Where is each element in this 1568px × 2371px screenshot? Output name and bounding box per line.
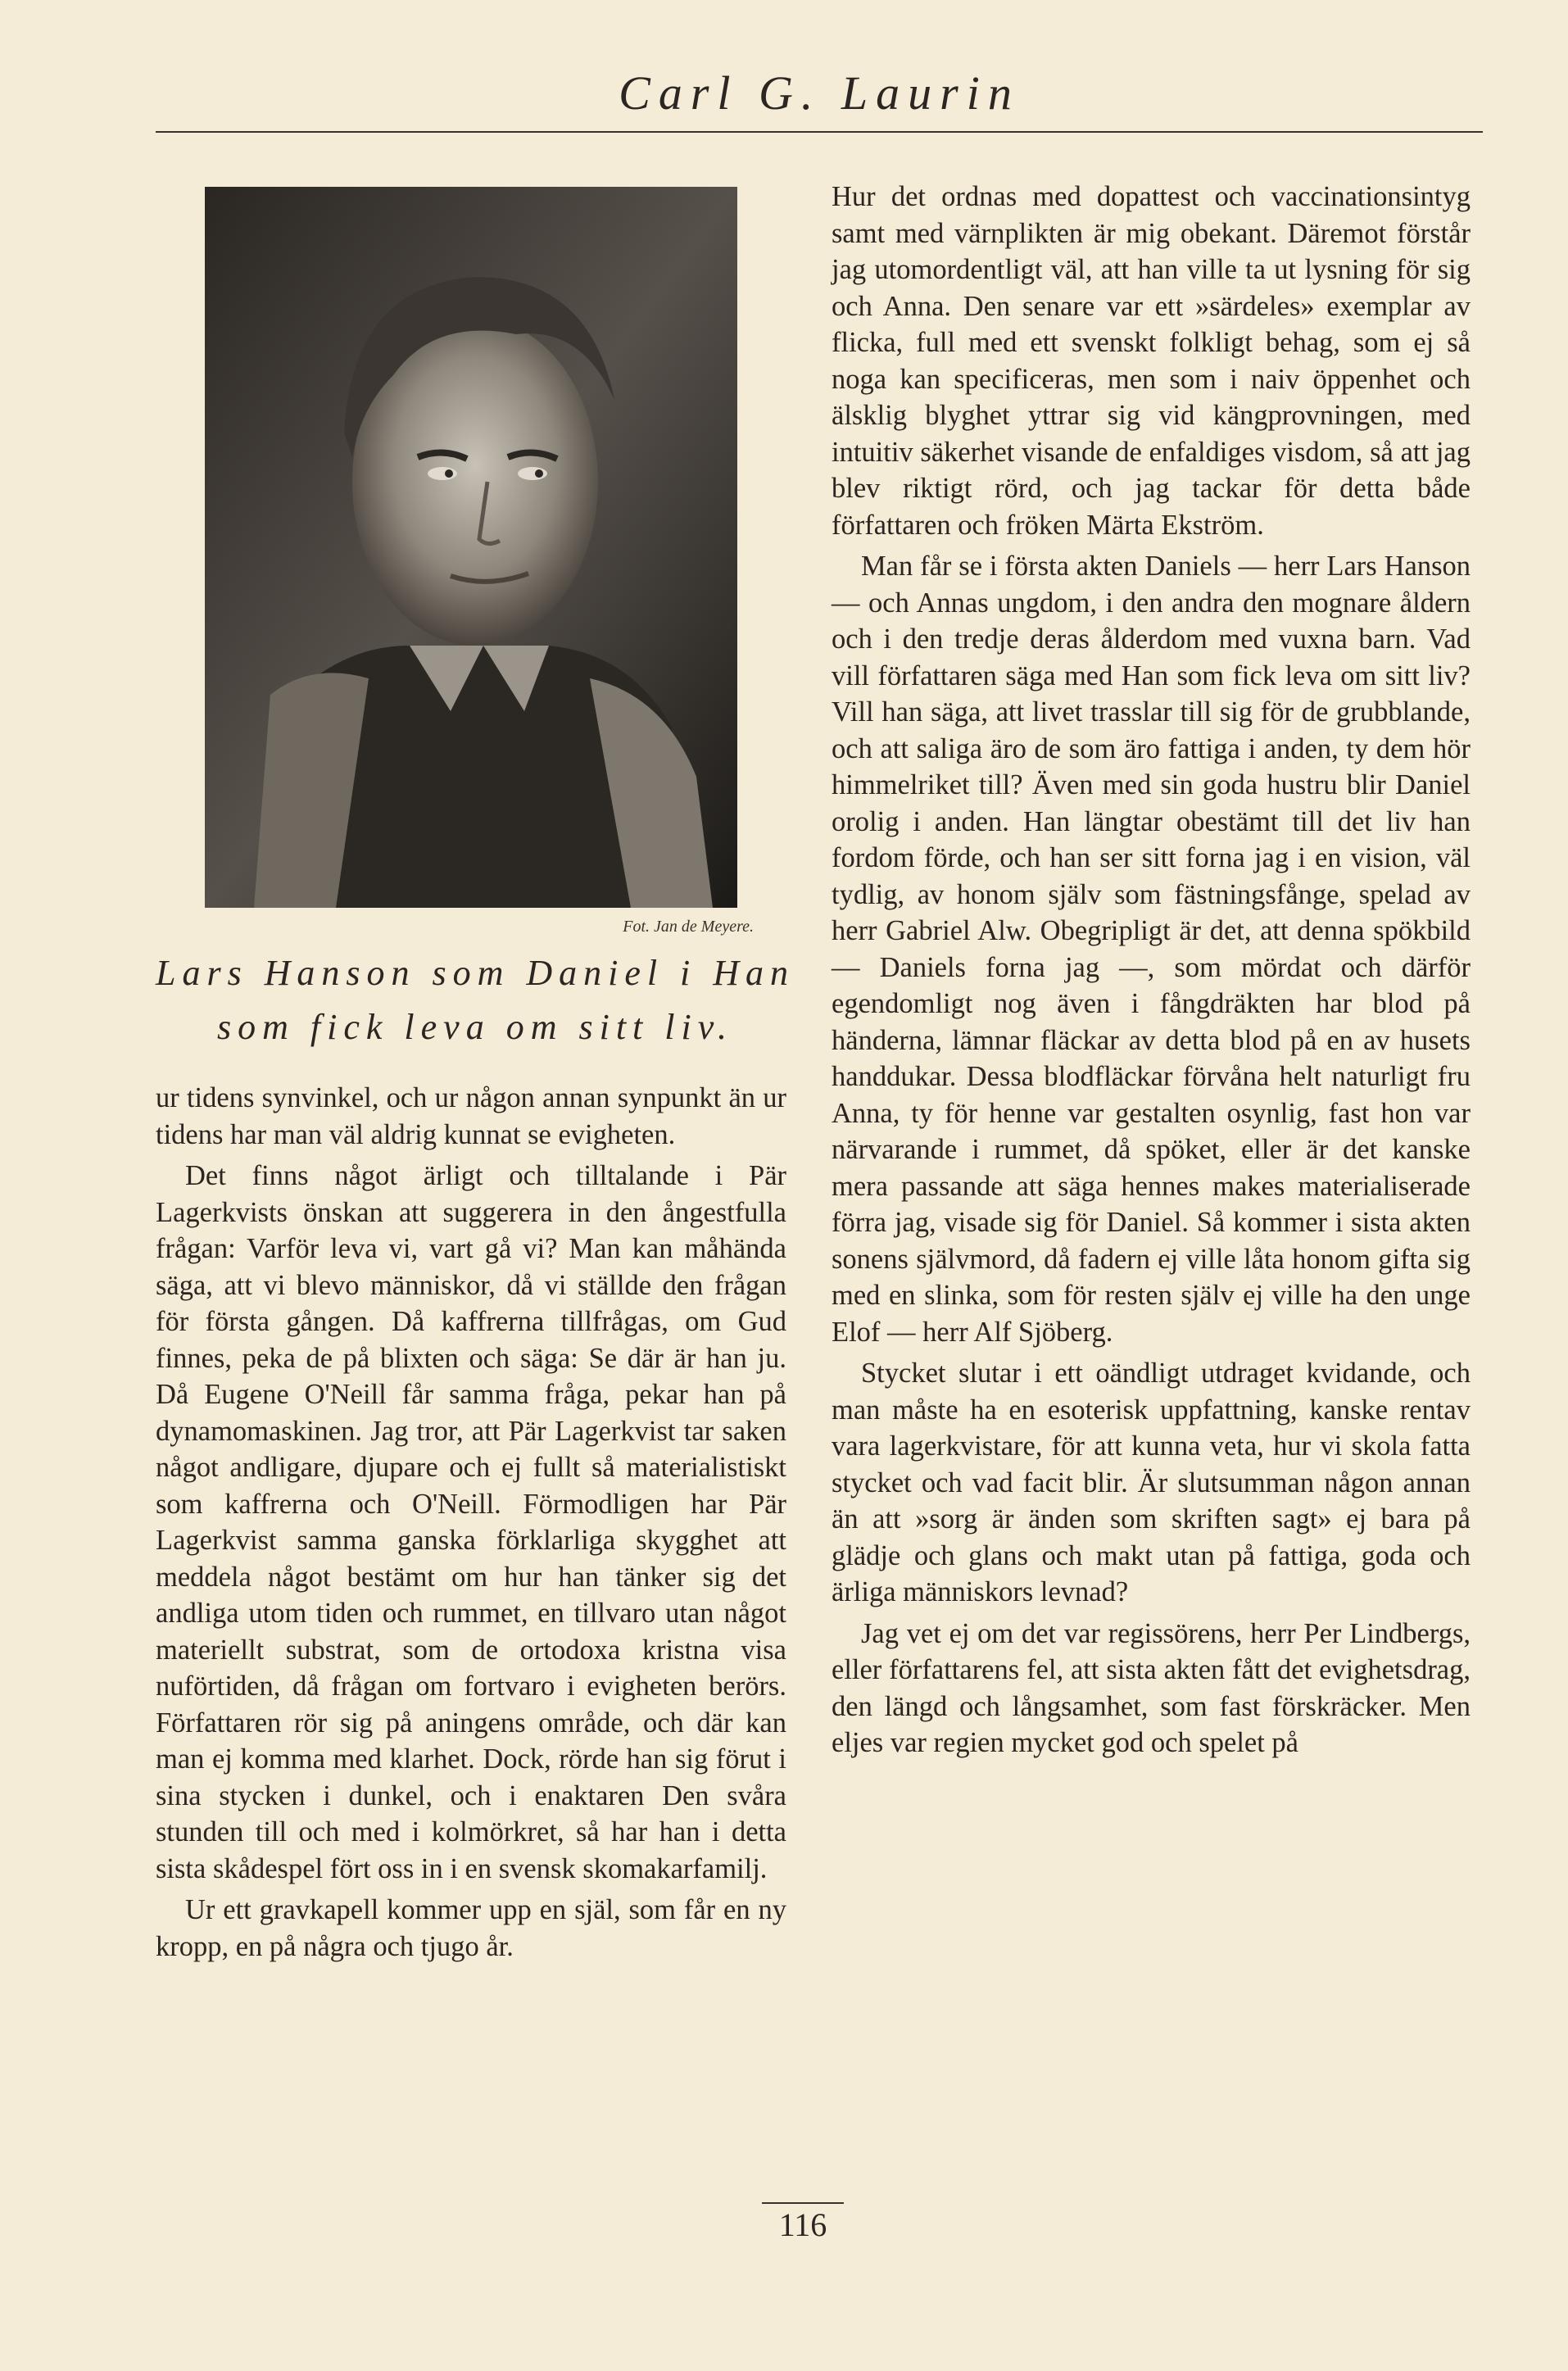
right-column	[832, 179, 1471, 1766]
paragraph: Stycket slutar i ett oändligt utdraget kvidande, och man måste ha en esoterisk uppfattning, kanske rentav vara lagerkvistare, för att kunna veta, hur vi skola fatta stycket och vad facit blir. Är slutsumman någon annan än att »sorg är änden som skriften sagt» ej bara på glädje och glans och makt utan på fattiga, goda och ärliga människors levnad?	[832, 1358, 1471, 1607]
footer-rule	[762, 2202, 844, 2204]
paragraph: Ur ett gravkapell kommer upp en själ, som får en ny kropp, en på några och tjugo år.	[156, 1894, 786, 1962]
paragraph: Det finns något ärligt och tilltalande i Pär Lagerkvists önskan att suggerera in den ångestfulla frågan: Varför leva vi, vart gå vi? Man kan måhända säga, att vi blevo människor, då vi ställde den frågan för första gången. Då kaffrerna tillfrågas, om Gud finnes, peka de på blixten och säga: Se där är han ju. Då Eugene O'Neill får samma fråga, pekar han på dynamomaskinen. Jag tror, att Pär Lagerkvist tar saken något andligare, djupare och ej fullt så materialistiskt som kaffrerna och O'Neill. Förmodligen har Pär Lagerkvist samma ganska förklarliga skygghet att meddela något bestämt om hur han tänker sig det andliga utom tiden och rummet, en tillvaro utan något materiellt substrat, som de ortodoxa kristna visa nuförtiden, då frågan om fortvaro i evigheten berörs. Författaren rör sig på aningens område, och där kan man ej komma med klarhet. Dock, rörde han sig förut i sina stycken i dunkel, och i enaktaren Den svåra stunden till och med i kolmörkret, så har han i detta sista skådespel fört oss in i en svensk skomakarfamilj.	[156, 1160, 786, 1884]
running-header: Carl G. Laurin	[619, 66, 1020, 120]
paragraph: Jag vet ej om det var regissörens, herr Per Lindbergs, eller författarens fel, att sista akten fått det evighetsdrag, den längd och långsamhet, som fast förskräcker. Men eljes var regien mycket god och spelet på	[832, 1617, 1471, 1758]
portrait-illustration	[205, 187, 737, 908]
page-number: 116	[778, 2206, 827, 2243]
paragraph: Man får se i första akten Daniels — herr Lars Hanson — och Annas ungdom, i den andra den mognare åldern och i den tredje deras ålderdom med vuxna barn. Vad vill författaren säga med Han som fick leva om sitt liv? Vill han säga, att livet trasslar till sig för de grubblande, och att saliga äro de som äro fattiga i anden, ty dem hör himmelriket till? Även med sin goda hustru blir Daniel orolig i anden. Han längtar obestämt till det liv han fordom förde, och han ser sitt forna jag i en vision, väl tydlig, av honom själv som fästningsfånge, spelad av herr Gabriel Alw. Obegripligt är det, att denna spökbild — Daniels forna jag —, som mördat och därför egendomligt nog även i fångdräkten har blod på händerna, lämnar fläckar av detta blod på en av husets handdukar. Dessa blodfläckar förvåna helt naturligt fru Anna, ty för henne var gestalten osynlig, fast hon var närvarande i rummet, då spöket, eller är det kanske mera passande att säga hennes makes materialiserade förra jag, visade sig för Daniel. Så kommer i sista akten sonens självmord, då fadern ej ville låta honom gifta sig med en slinka, som för resten själv ej ville ha den unge Elof — herr Alf Sjöberg.	[832, 551, 1471, 1348]
figure-caption: Lars Hanson som Daniel i Han som fick leva om sitt liv.	[156, 953, 795, 1047]
paragraph: Hur det ordnas med dopattest och vaccinationsintyg samt med värnplikten är mig obekant. Däremot förstår jag utomordentligt väl, att han ville ta ut lysning för sig och Anna. Den senare var ett »särdeles» exemplar av flicka, full med ett svenskt folkligt behag, som ej så noga kan specificeras, men som i naiv öppenhet och älsklig blyghet yttrar sig vid kängprovningen, med intuitiv säkerhet visande de enfaldiges visdom, så att jag blev riktigt rörd, och jag tackar för detta både författaren och fröken Märta Ekström.	[832, 181, 1471, 541]
header-rule	[156, 131, 1483, 133]
paragraph: ur tidens synvinkel, och ur någon annan synpunkt än ur tidens har man väl aldrig kunnat se evigheten.	[156, 1082, 786, 1150]
left-column	[156, 1080, 786, 1970]
portrait-photo	[205, 187, 737, 908]
photo-credit: Fot. Jan de Meyere.	[623, 918, 754, 936]
